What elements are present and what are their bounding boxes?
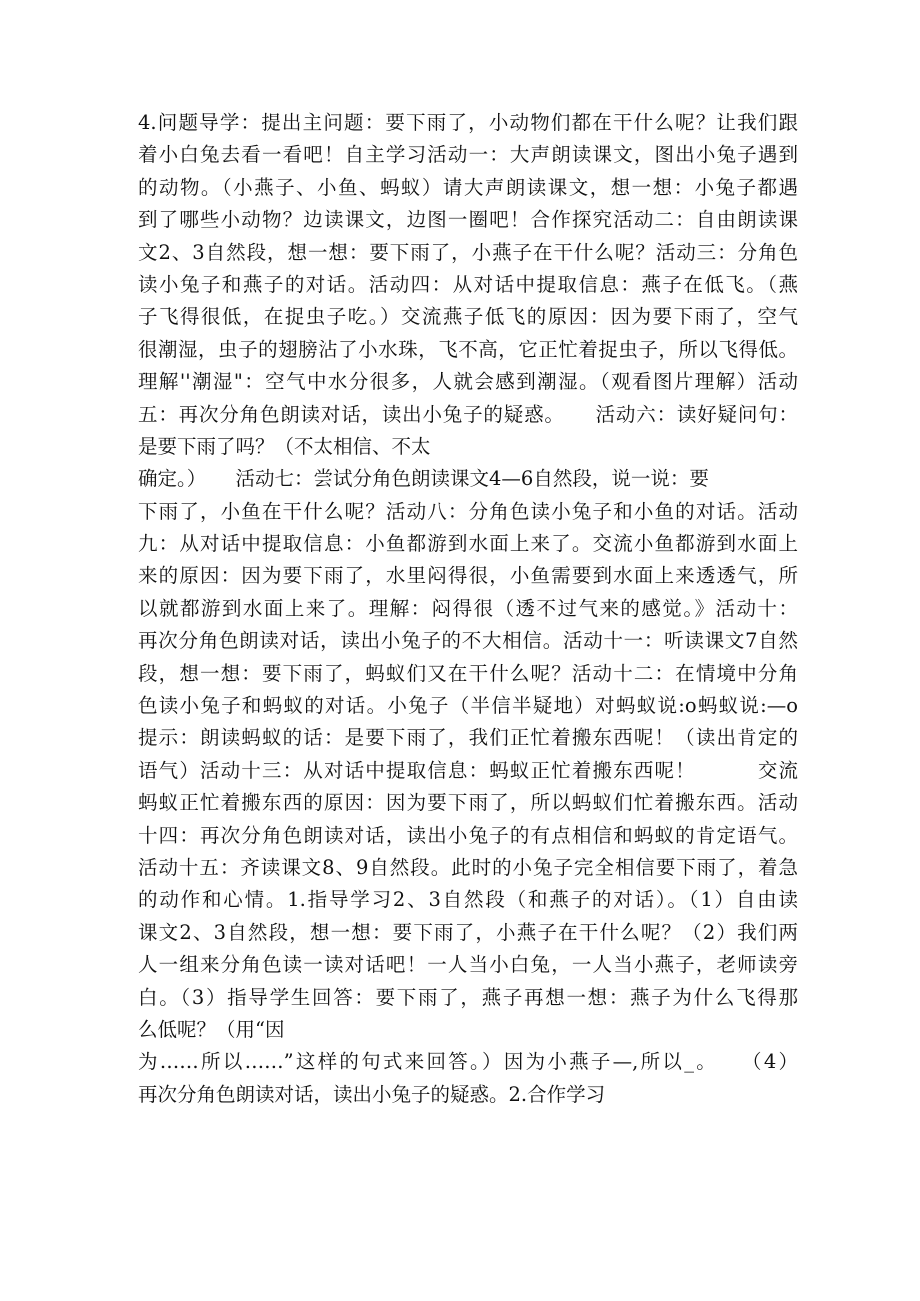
text-line: 读小兔子和燕子的对话。活动四：从对话中提取信息：燕子在低飞。（燕 <box>138 272 798 296</box>
text-line: 人一组来分角色读一读对话吧！一人当小白兔，一人当小燕子，老师读旁 <box>138 953 798 977</box>
text-line: 九：从对话中提取信息：小鱼都游到水面上来了。交流小鱼都游到水面上 <box>138 532 798 556</box>
text-line: 段，想一想：要下雨了，蚂蚁们又在干什么呢？活动十二：在情境中分角 <box>138 661 798 685</box>
text-line: 下雨了，小鱼在干什么呢？活动八：分角色读小兔子和小鱼的对话。活动 <box>138 499 798 523</box>
text-line: 到了哪些小动物？边读课文，边图一圈吧！合作探究活动二：自由朗读课 <box>138 208 798 232</box>
text-line: 提示：朗读蚂蚁的话：是要下雨了，我们正忙着搬东西呢！（读出肯定的 <box>138 726 798 750</box>
text-line: 再次分角色朗读对话，读出小兔子的疑惑。2.合作学习 <box>138 1082 606 1106</box>
text-line: 再次分角色朗读对话，读出小兔子的不大相信。活动十一：听读课文7自然 <box>138 629 798 653</box>
text-line: 理解''潮湿"：空气中水分很多，人就会感到潮湿。（观看图片理解）活动 <box>138 370 798 394</box>
text-line: 来的原因：因为要下雨了，水里闷得很，小鱼需要到水面上来透透气，所 <box>138 564 798 588</box>
text-line: 4.问题导学：提出主问题：要下雨了，小动物们都在干什么呢？让我们跟 <box>138 111 798 134</box>
text-line: 为……所以……”这样的句式来回答。）因为小燕子—,所以_。 （4） <box>138 1050 798 1074</box>
text-line: 么低呢？（用“因 <box>138 1017 285 1041</box>
text-line: 活动十五：齐读课文8、9自然段。此时的小兔子完全相信要下雨了，着急 <box>138 855 798 879</box>
text-line: 的动物。（小燕子、小鱼、蚂蚁）请大声朗读课文，想一想：小兔子都遇 <box>138 175 798 199</box>
text-line: 课文2、3自然段，想一想：要下雨了，小燕子在干什么呢？（2）我们两 <box>138 920 798 944</box>
text-line: 很潮湿，虫子的翅膀沾了小水珠，飞不高，它正忙着捉虫子，所以飞得低。 <box>138 337 798 361</box>
text-line: 十四：再次分角色朗读对话，读出小兔子的有点相信和蚂蚁的肯定语气。 <box>138 823 798 847</box>
text-line: 文2、3自然段，想一想：要下雨了，小燕子在干什么呢？活动三：分角色 <box>138 240 798 264</box>
text-line: 着小白兔去看一看吧！自主学习活动一：大声朗读课文，图出小兔子遇到 <box>138 143 798 167</box>
text-line: 白。（3）指导学生回答：要下雨了，燕子再想一想：燕子为什么飞得那 <box>138 985 798 1009</box>
text-line: 色读小兔子和蚂蚁的对话。小兔子（半信半疑地）对蚂蚁说:o蚂蚁说:—o <box>138 694 798 718</box>
text-line: 的动作和心情。1.指导学习2、3自然段（和燕子的对话）。（1）自由读 <box>138 888 798 912</box>
text-line: 语气）活动十三：从对话中提取信息：蚂蚁正忙着搬东西呢！ 交流 <box>138 758 798 782</box>
text-line: 蚂蚁正忙着搬东西的原因：因为要下雨了，所以蚂蚁们忙着搬东西。活动 <box>138 791 798 815</box>
document-body <box>138 107 798 1111</box>
text-line: 是要下雨了吗？（不太相信、不太 <box>138 434 431 458</box>
text-line: 确定。） 活动七：尝试分角色朗读课文4—6自然段，说一说：要 <box>138 467 709 491</box>
text-line: 子飞得很低，在捉虫子吃。）交流燕子低飞的原因：因为要下雨了，空气 <box>138 305 798 329</box>
text-line: 以就都游到水面上来了。理解：闷得很（透不过气来的感觉。》活动十： <box>138 596 798 620</box>
text-line: 五：再次分角色朗读对话，读出小兔子的疑惑。 活动六：读好疑问句： <box>138 402 798 426</box>
